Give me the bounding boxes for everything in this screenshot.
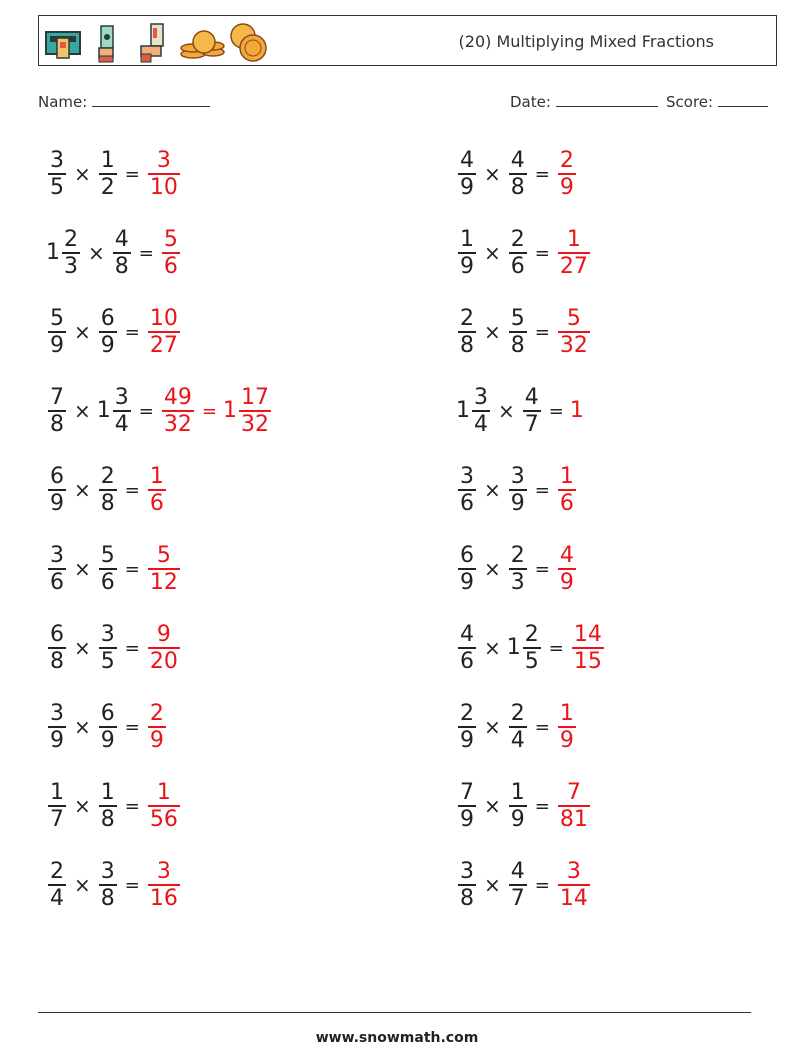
operand-a-fraction (458, 306, 476, 358)
operand-b-numerator: 2 (510, 701, 525, 727)
times-sign: × (74, 715, 91, 739)
atm-card-icon (46, 32, 80, 58)
answer-numerator: 5 (163, 227, 178, 253)
operand-a-numerator: 3 (50, 701, 64, 727)
answer-mixed-numerator: 17 (240, 385, 269, 411)
answer-numerator: 1 (149, 464, 164, 490)
date-field[interactable] (510, 92, 658, 111)
operand-b-numerator: 2 (524, 622, 539, 648)
score-label: Score: (666, 93, 714, 111)
operand-b-numerator: 1 (100, 780, 115, 806)
operand-a-fraction (48, 780, 66, 832)
answer-denominator: 16 (149, 885, 178, 911)
problem-item (456, 460, 578, 520)
answer (556, 306, 592, 358)
operand-a-fraction (48, 622, 66, 674)
operand-b-denominator: 5 (100, 648, 115, 674)
footer-divider (38, 1012, 751, 1013)
answer-fraction (558, 148, 576, 200)
equals-sign: = (534, 163, 550, 185)
operand-a-numerator: 2 (64, 227, 78, 253)
operand-a-denominator: 8 (50, 648, 64, 674)
answer-denominator: 6 (149, 490, 164, 516)
operand-a-denominator: 4 (474, 411, 488, 437)
answer (556, 464, 578, 516)
date-label: Date: (510, 93, 551, 111)
equals-sign: = (124, 637, 140, 659)
answer-numerator: 2 (559, 148, 574, 174)
operand-a-denominator: 6 (460, 648, 474, 674)
operand-b-denominator: 8 (510, 332, 525, 358)
answer-denominator: 9 (559, 727, 574, 753)
operand-b-numerator: 4 (510, 148, 525, 174)
answer-numerator: 14 (573, 622, 602, 648)
operand-b-numerator: 2 (510, 543, 525, 569)
answer-denominator: 20 (149, 648, 178, 674)
answer (146, 780, 182, 832)
times-sign: × (484, 794, 501, 818)
operand-b-denominator: 8 (100, 490, 115, 516)
operand-a-numerator: 3 (50, 148, 64, 174)
problem-item (456, 381, 584, 441)
operand-b-denominator: 4 (114, 411, 129, 437)
operand-b-denominator: 8 (510, 174, 525, 200)
answer-denominator: 32 (163, 411, 192, 437)
answer-mixed-fraction (239, 385, 271, 437)
operand-b-numerator: 1 (510, 780, 525, 806)
operand-b-fraction (99, 859, 117, 911)
operand-a-fraction (458, 859, 476, 911)
operand-b-numerator: 4 (510, 859, 525, 885)
answer-numerator: 4 (559, 543, 574, 569)
operand-b-numerator: 2 (100, 464, 115, 490)
operand-b-denominator: 4 (510, 727, 525, 753)
equals-sign: = (534, 716, 550, 738)
times-sign: × (74, 794, 91, 818)
answer-fraction (148, 306, 180, 358)
operand-a-denominator: 7 (50, 806, 64, 832)
operand-a-numerator: 2 (50, 859, 64, 885)
problem-item (456, 223, 592, 283)
worksheet-title: (20) Multiplying Mixed Fractions (458, 32, 714, 51)
operand-b-fraction (99, 543, 117, 595)
header-icons (43, 20, 273, 64)
answer-fraction (572, 622, 604, 674)
operand-b-fraction (99, 622, 117, 674)
answer-numerator: 1 (566, 227, 581, 253)
operand-b-fraction (113, 385, 131, 437)
equals-sign: = (534, 795, 550, 817)
operand-a-numerator: 3 (50, 543, 64, 569)
answer-mixed-whole: 1 (222, 398, 237, 423)
times-sign: × (74, 162, 91, 186)
answer-denominator: 9 (559, 569, 574, 595)
operand-b-fraction (99, 701, 117, 753)
answer-fraction (558, 227, 590, 279)
times-sign: × (484, 162, 501, 186)
answer-numerator: 5 (566, 306, 581, 332)
operand-a-numerator: 3 (474, 385, 488, 411)
operand-a-fraction (48, 148, 66, 200)
answer-fraction (148, 622, 180, 674)
answer (556, 543, 578, 595)
operand-a-numerator: 3 (460, 859, 474, 885)
operand-a-numerator: 6 (50, 464, 64, 490)
times-sign: × (74, 399, 91, 423)
times-sign: × (484, 636, 501, 660)
operand-a-whole: 1 (46, 240, 60, 265)
operand-b-numerator: 3 (100, 859, 115, 885)
operand-a-fraction (48, 543, 66, 595)
coin-stack-icon (181, 31, 224, 58)
operand-a-denominator: 9 (50, 332, 64, 358)
problem-item (46, 302, 182, 362)
operand-b-fraction (509, 859, 527, 911)
answer (146, 859, 182, 911)
operand-a-numerator: 5 (50, 306, 64, 332)
operand-b-fraction (509, 306, 527, 358)
problem-item (46, 381, 273, 441)
answer-denominator: 10 (149, 174, 178, 200)
operand-a-fraction (62, 227, 80, 279)
answer (556, 859, 592, 911)
answer-fraction (148, 701, 166, 753)
answer-denominator: 27 (149, 332, 178, 358)
answer-denominator: 12 (149, 569, 178, 595)
operand-b-numerator: 1 (100, 148, 115, 174)
operand-b-whole: 1 (506, 635, 521, 660)
operand-a-denominator: 9 (460, 806, 474, 832)
answer (146, 622, 182, 674)
answer-denominator: 9 (149, 727, 164, 753)
operand-b-fraction (99, 148, 117, 200)
answer-denominator: 6 (163, 253, 178, 279)
operand-a-numerator: 2 (460, 306, 474, 332)
operand-b-numerator: 4 (114, 227, 129, 253)
operand-a-denominator: 4 (50, 885, 64, 911)
operand-a-numerator: 1 (460, 227, 474, 253)
times-sign: × (74, 636, 91, 660)
answer-denominator: 6 (559, 490, 574, 516)
answer-numerator: 1 (559, 464, 574, 490)
times-sign: × (74, 478, 91, 502)
answer-fraction (558, 464, 576, 516)
operand-a-denominator: 9 (460, 253, 474, 279)
operand-b-numerator: 3 (510, 464, 525, 490)
answer-numerator: 2 (149, 701, 164, 727)
operand-a-fraction (48, 701, 66, 753)
operand-b-numerator: 4 (524, 385, 539, 411)
operand-a-denominator: 6 (460, 490, 474, 516)
operand-a-fraction (458, 543, 476, 595)
equals-sign: = (124, 874, 140, 896)
problem-item (456, 144, 578, 204)
operand-a-numerator: 7 (460, 780, 474, 806)
operand-a-numerator: 3 (460, 464, 474, 490)
name-field[interactable] (38, 92, 210, 111)
problem-item (46, 460, 168, 520)
answer-denominator: 56 (149, 806, 178, 832)
answer-fraction (558, 543, 576, 595)
card-hand-icon (141, 24, 163, 62)
answer (146, 543, 182, 595)
operand-a-fraction (458, 227, 476, 279)
score-field[interactable] (666, 92, 768, 111)
answer-fraction (162, 227, 180, 279)
answer (556, 148, 578, 200)
problem-item (456, 776, 592, 836)
answer-denominator: 15 (573, 648, 602, 674)
operand-b-denominator: 6 (510, 253, 525, 279)
operand-b-fraction (509, 780, 527, 832)
operand-b-fraction (523, 385, 541, 437)
pound-coins-icon (231, 24, 266, 61)
operand-b-fraction (509, 227, 527, 279)
answer-numerator: 3 (156, 859, 171, 885)
answer (556, 780, 592, 832)
equals-sign: = (548, 400, 564, 422)
times-sign: × (74, 873, 91, 897)
answer-fraction (162, 385, 194, 437)
cash-hand-icon (99, 26, 113, 62)
equals-sign: = (534, 321, 550, 343)
name-label: Name: (38, 93, 88, 111)
answer-numerator: 3 (566, 859, 581, 885)
problem-item (46, 144, 182, 204)
operand-b-denominator: 7 (524, 411, 539, 437)
times-sign: × (74, 557, 91, 581)
answer-fraction (148, 464, 166, 516)
answer (556, 701, 578, 753)
answer-fraction (558, 780, 590, 832)
date-blank[interactable] (556, 92, 658, 107)
answer (146, 464, 168, 516)
operand-a-denominator: 6 (50, 569, 64, 595)
operand-b-fraction (509, 148, 527, 200)
problem-item (46, 697, 168, 757)
answer-denominator: 81 (559, 806, 588, 832)
times-sign: × (484, 320, 501, 344)
operand-b-fraction (509, 701, 527, 753)
name-blank[interactable] (92, 92, 210, 107)
operand-b-denominator: 8 (100, 885, 115, 911)
operand-a-fraction (48, 306, 66, 358)
answer-fraction (148, 543, 180, 595)
operand-a-whole: 1 (456, 398, 470, 423)
operand-a-denominator: 9 (50, 727, 64, 753)
answer-numerator: 7 (566, 780, 581, 806)
times-sign: × (484, 715, 501, 739)
answer-denominator: 14 (559, 885, 588, 911)
operand-a-numerator: 4 (460, 148, 474, 174)
equals-sign: = (138, 242, 154, 264)
operand-a-fraction (458, 622, 476, 674)
answer-fraction (558, 859, 590, 911)
times-sign: × (88, 241, 105, 265)
equals-sign: = (124, 321, 140, 343)
equals-sign: = (534, 242, 550, 264)
equals-sign: = (534, 558, 550, 580)
problem-item (456, 302, 592, 362)
operand-b-fraction (99, 464, 117, 516)
operand-b-denominator: 8 (100, 806, 115, 832)
footer-url: www.snowmath.com (315, 1030, 479, 1046)
equals-sign: = (201, 400, 217, 422)
answer-fraction (148, 859, 180, 911)
operand-a-denominator: 8 (460, 885, 474, 911)
problem-item (456, 697, 578, 757)
answer (146, 306, 182, 358)
answer-numerator: 9 (156, 622, 171, 648)
times-sign: × (74, 320, 91, 344)
answer-mixed-denominator: 32 (240, 411, 269, 437)
operand-a-numerator: 2 (460, 701, 474, 727)
answer-fraction (148, 148, 180, 200)
equals-sign: = (534, 479, 550, 501)
worksheet-header (38, 15, 777, 66)
equals-sign: = (124, 479, 140, 501)
operand-b-fraction (523, 622, 541, 674)
equals-sign: = (534, 874, 550, 896)
operand-a-denominator: 8 (460, 332, 474, 358)
operand-b-fraction (99, 780, 117, 832)
answer-denominator: 32 (559, 332, 588, 358)
answer-denominator: 9 (559, 174, 574, 200)
operand-a-fraction (458, 148, 476, 200)
operand-b-fraction (113, 227, 131, 279)
problem-item (46, 855, 182, 915)
operand-a-numerator: 6 (50, 622, 64, 648)
operand-a-numerator: 1 (50, 780, 64, 806)
operand-b-numerator: 5 (510, 306, 525, 332)
operand-a-numerator: 7 (50, 385, 64, 411)
operand-a-fraction (48, 464, 66, 516)
operand-a-numerator: 4 (460, 622, 474, 648)
answer-denominator: 27 (559, 253, 588, 279)
operand-a-fraction (458, 464, 476, 516)
answer-numerator: 49 (163, 385, 192, 411)
operand-a-denominator: 9 (460, 727, 474, 753)
operand-b-numerator: 6 (100, 701, 115, 727)
times-sign: × (484, 557, 501, 581)
operand-b-fraction (509, 464, 527, 516)
answer-fraction (558, 306, 590, 358)
operand-a-fraction (48, 385, 66, 437)
operand-b-denominator: 7 (510, 885, 525, 911)
operand-b-numerator: 6 (100, 306, 115, 332)
answer (556, 227, 592, 279)
score-blank[interactable] (718, 92, 768, 107)
operand-a-denominator: 9 (460, 174, 474, 200)
operand-b-denominator: 9 (510, 806, 525, 832)
operand-b-numerator: 3 (100, 622, 115, 648)
answer-fraction (148, 780, 180, 832)
answer-numerator: 1 (156, 780, 171, 806)
answer (146, 148, 182, 200)
problem-item (46, 539, 182, 599)
operand-b-numerator: 2 (510, 227, 525, 253)
problem-item (46, 223, 182, 283)
problem-item (456, 855, 592, 915)
equals-sign: = (124, 716, 140, 738)
operand-b-denominator: 9 (510, 490, 525, 516)
answer (160, 227, 182, 279)
operand-a-denominator: 3 (64, 253, 78, 279)
answer (160, 385, 273, 437)
operand-b-denominator: 6 (100, 569, 115, 595)
operand-b-denominator: 5 (524, 648, 539, 674)
answer-numerator: 5 (156, 543, 171, 569)
answer-numerator: 1 (559, 701, 574, 727)
problem-item (456, 539, 578, 599)
operand-b-denominator: 3 (510, 569, 525, 595)
operand-b-numerator: 5 (100, 543, 115, 569)
answer-whole: 1 (569, 398, 584, 423)
answer-fraction (558, 701, 576, 753)
equals-sign: = (548, 637, 564, 659)
answer (570, 396, 584, 426)
operand-b-denominator: 8 (114, 253, 129, 279)
answer (570, 622, 606, 674)
operand-a-fraction (472, 385, 490, 437)
equals-sign: = (138, 400, 154, 422)
operand-a-fraction (458, 701, 476, 753)
operand-b-fraction (99, 306, 117, 358)
operand-b-denominator: 2 (100, 174, 115, 200)
equals-sign: = (124, 795, 140, 817)
operand-b-numerator: 3 (114, 385, 129, 411)
operand-a-denominator: 9 (50, 490, 64, 516)
operand-b-whole: 1 (96, 398, 111, 423)
operand-a-denominator: 5 (50, 174, 64, 200)
equals-sign: = (124, 558, 140, 580)
problem-item (46, 618, 182, 678)
operand-a-denominator: 8 (50, 411, 64, 437)
operand-b-fraction (509, 543, 527, 595)
answer (146, 701, 168, 753)
answer-numerator: 10 (149, 306, 178, 332)
problem-item (46, 776, 182, 836)
operand-b-denominator: 9 (100, 727, 115, 753)
operand-a-denominator: 9 (460, 569, 474, 595)
times-sign: × (484, 478, 501, 502)
times-sign: × (484, 241, 501, 265)
operand-b-denominator: 9 (100, 332, 115, 358)
operand-a-fraction (48, 859, 66, 911)
operand-a-fraction (458, 780, 476, 832)
operand-a-numerator: 6 (460, 543, 474, 569)
times-sign: × (498, 399, 515, 423)
times-sign: × (484, 873, 501, 897)
equals-sign: = (124, 163, 140, 185)
problem-item (456, 618, 606, 678)
answer-numerator: 3 (156, 148, 171, 174)
